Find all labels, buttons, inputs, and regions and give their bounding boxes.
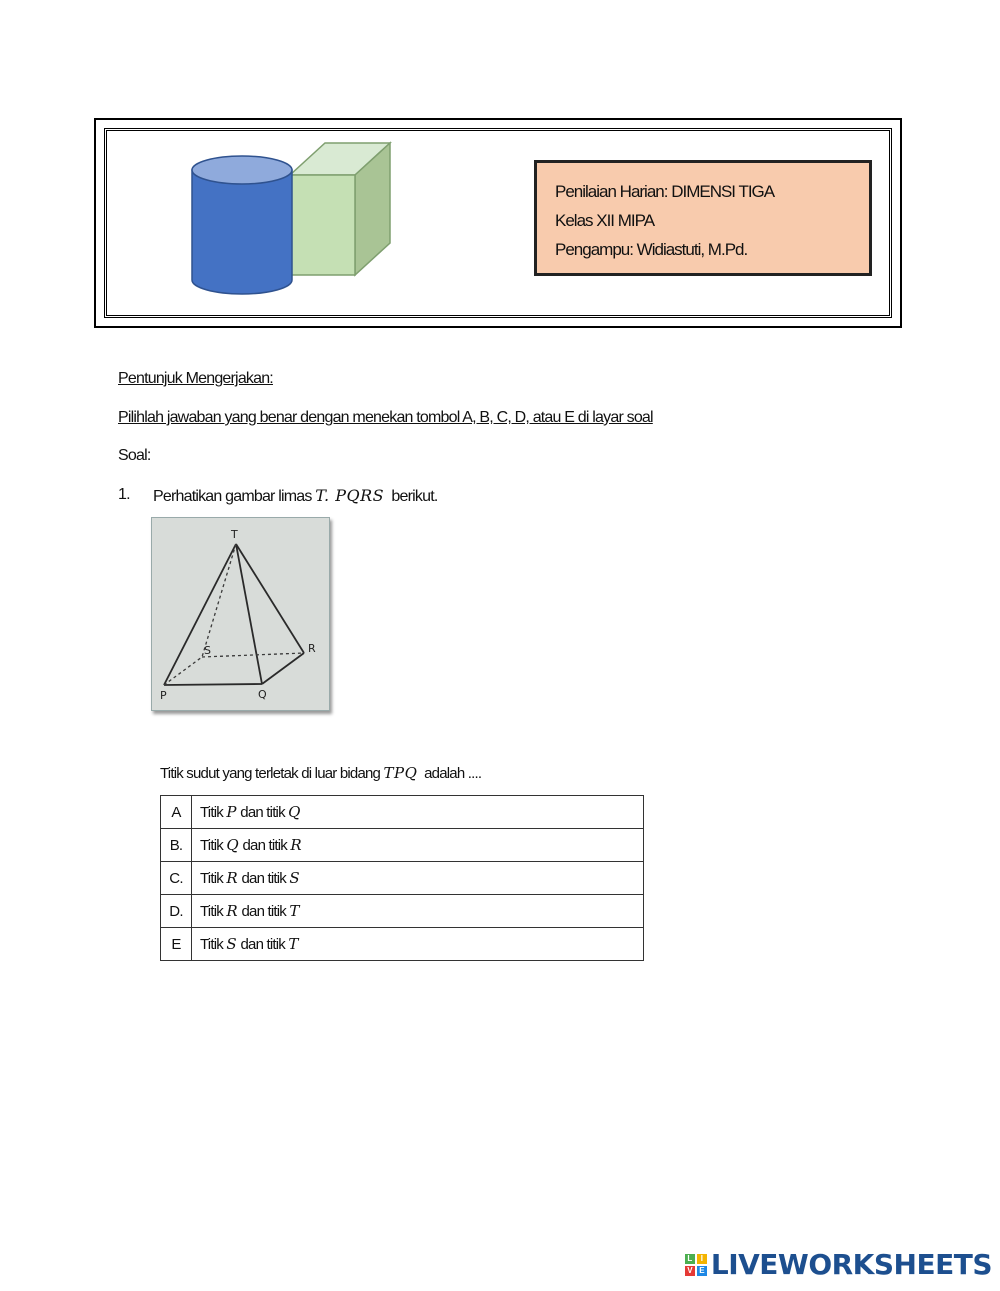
option-row-c[interactable] bbox=[161, 862, 644, 895]
pyramid-drawing bbox=[152, 518, 329, 710]
edge-pq bbox=[164, 684, 262, 685]
pyramid-figure bbox=[151, 517, 330, 711]
option-row-d[interactable] bbox=[161, 895, 644, 928]
option-row-a[interactable] bbox=[161, 796, 644, 829]
sub-before: Titik sudut yang terletak di luar bidang bbox=[160, 765, 381, 782]
sub-after: adalah .... bbox=[424, 765, 482, 782]
instructions-heading: Pentunjuk Mengerjakan: bbox=[118, 370, 273, 387]
instructions-text: Pilihlah jawaban yang benar dengan menekan tombol A, B, C, D, atau E di layar soal bbox=[118, 409, 653, 426]
option-letter[interactable]: D. bbox=[161, 895, 192, 928]
cube-front-face bbox=[290, 175, 355, 275]
vertex-label-q: Q bbox=[258, 688, 267, 701]
option-text[interactable]: Titik R dan titik T bbox=[192, 895, 644, 928]
question-number: 1. bbox=[118, 486, 130, 503]
option-letter[interactable]: A bbox=[161, 796, 192, 829]
option-text[interactable]: Titik Q dan titik R bbox=[192, 829, 644, 862]
option-letter[interactable]: E bbox=[161, 928, 192, 961]
option-text[interactable]: Titik S dan titik T bbox=[192, 928, 644, 961]
liveworksheets-logo[interactable] bbox=[685, 1248, 992, 1281]
cylinder-body bbox=[192, 170, 292, 294]
teacher-label: Pengampu: Widiastuti, M.Pd. bbox=[555, 240, 748, 259]
vertex-label-p: P bbox=[160, 689, 167, 702]
answer-options-table bbox=[160, 795, 644, 961]
vertex-label-t: T bbox=[231, 528, 238, 541]
option-row-b[interactable] bbox=[161, 829, 644, 862]
edge-sr bbox=[202, 653, 304, 657]
assessment-title: Penilaian Harian: DIMENSI TIGA bbox=[555, 182, 775, 201]
option-row-e[interactable] bbox=[161, 928, 644, 961]
option-letter[interactable]: C. bbox=[161, 862, 192, 895]
vertex-label-s: S bbox=[204, 644, 211, 657]
liveworksheets-logo-icon: L I V E bbox=[685, 1254, 707, 1276]
prompt-math: T. PQRS bbox=[315, 486, 385, 505]
liveworksheets-brand: LIVEWORKSHEETS bbox=[710, 1248, 992, 1281]
class-label: Kelas XII MIPA bbox=[555, 211, 655, 230]
vertex-label-r: R bbox=[308, 642, 316, 655]
question-prompt bbox=[153, 486, 438, 506]
cylinder-cube-illustration bbox=[185, 140, 395, 300]
sub-math: TPQ bbox=[383, 764, 418, 782]
edge-ps bbox=[164, 657, 202, 685]
edge-tp bbox=[164, 544, 236, 685]
assessment-info-box bbox=[534, 160, 872, 276]
option-text[interactable]: Titik R dan titik S bbox=[192, 862, 644, 895]
sub-question bbox=[160, 764, 481, 782]
option-letter[interactable]: B. bbox=[161, 829, 192, 862]
prompt-before: Perhatikan gambar limas bbox=[153, 488, 312, 505]
cylinder-top bbox=[192, 156, 292, 184]
soal-label: Soal: bbox=[118, 447, 151, 464]
option-text[interactable]: Titik P dan titik Q bbox=[192, 796, 644, 829]
prompt-after: berikut. bbox=[391, 488, 438, 505]
edge-qr bbox=[262, 653, 304, 684]
